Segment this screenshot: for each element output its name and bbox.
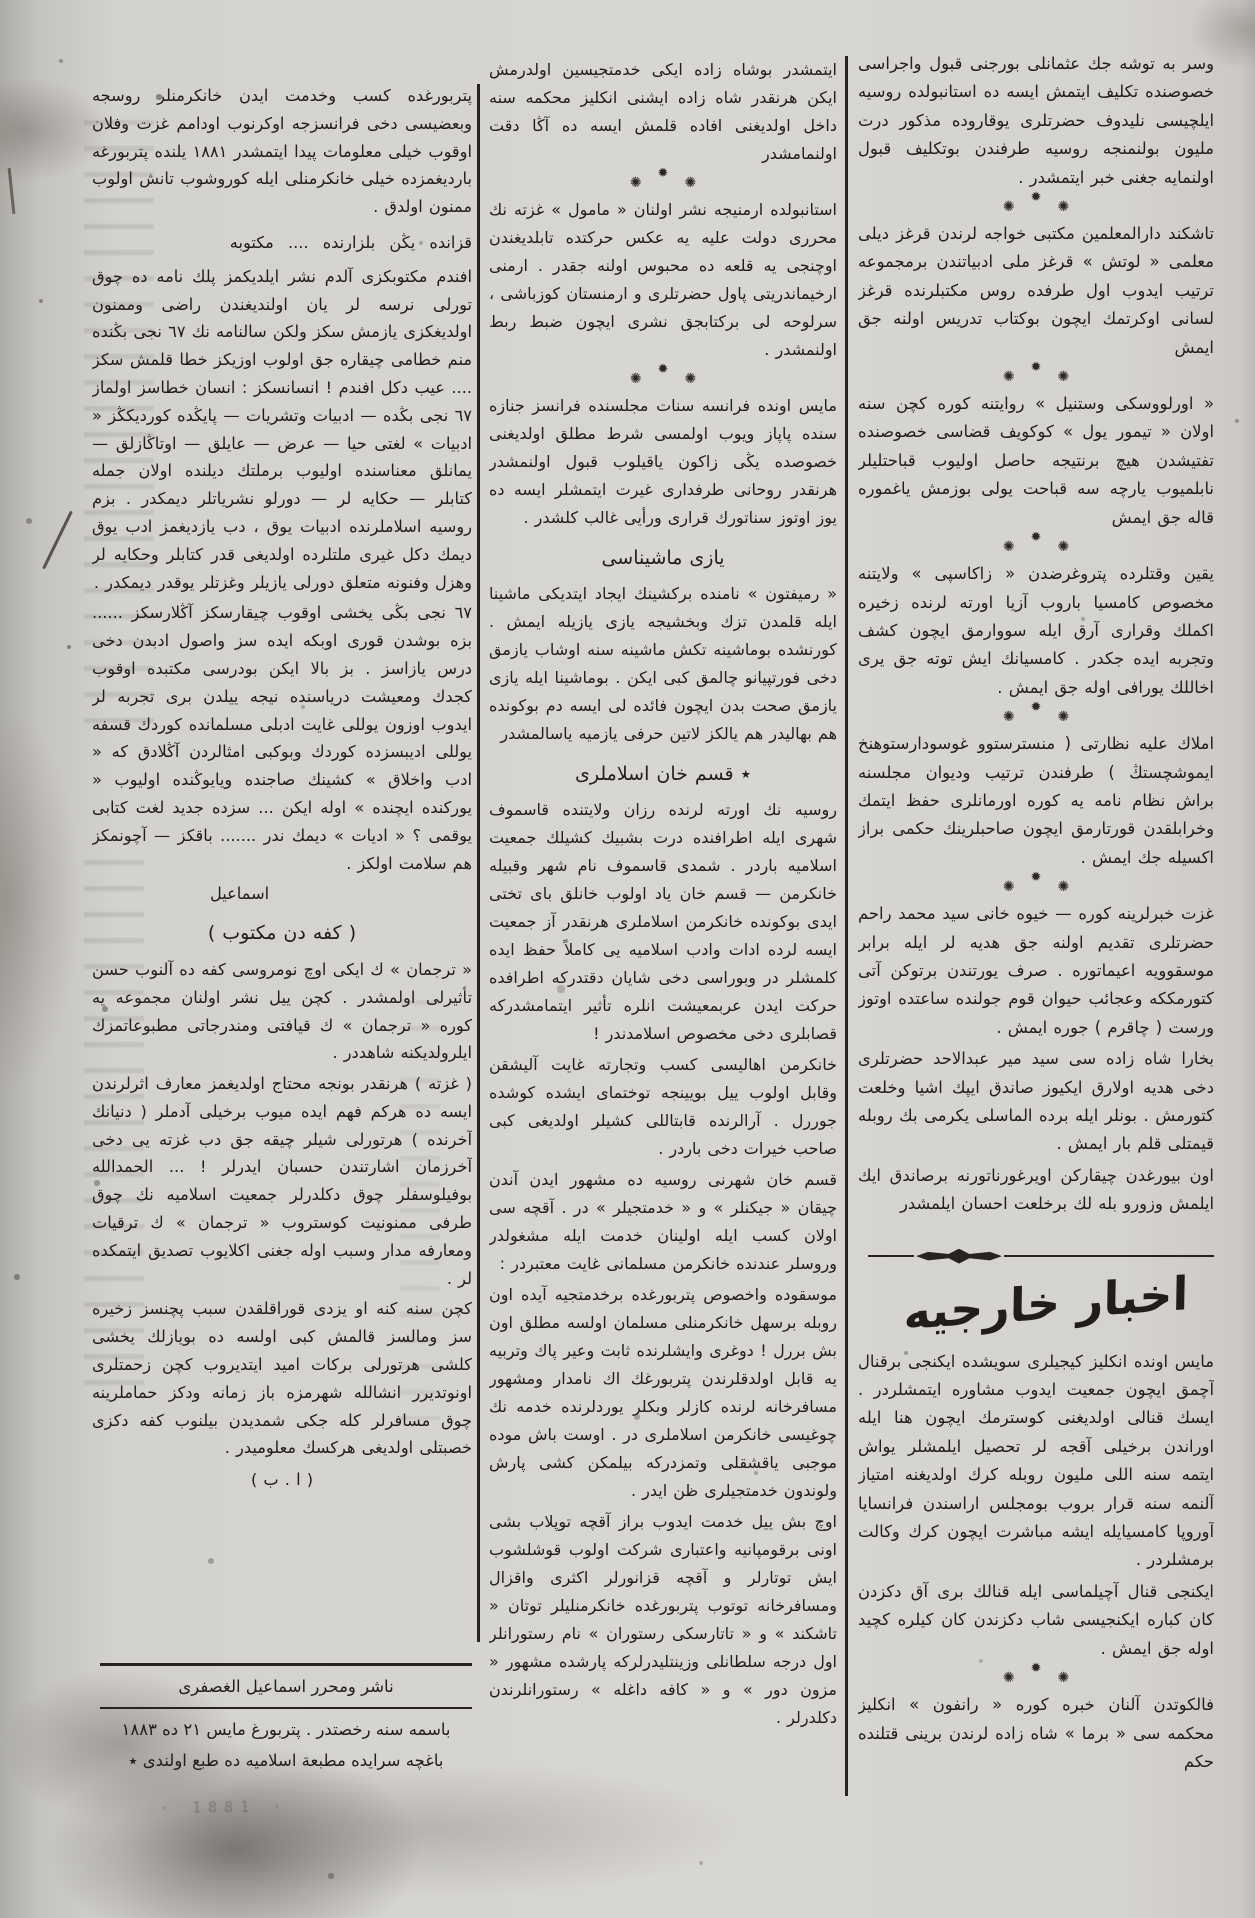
- paragraph: مايس اونده فرانسه سنات مجلسنده فرانسز جنازه سنده پاپاز ويوب اولمسى شرط مطلق اولديغنى خصوصده يڭى زاكون ياقيلوب قبول اولنمشدر هرنقدر روحانى طرفدارى غيرت ايتمشلر ايسه ده يوز اوتوز سناتورك قرارى ورأيى غالب كلشدر .: [489, 396, 837, 527]
- paragraph: تاشكند دارالمعلمين مكتبى خواجه لرندن قرغز ديلى معلمى « لوتش » قرغز ملى ادبياتندن برمجموعه ترتيب ايدوب اول طرفده روس مكتبلرنده قرغز لسانى اوكرتمك ايچون بوكتاب تدريس اولنه جق ايمش: [858, 224, 1214, 357]
- paragraph: « اورلووسكى وستنيل » روايتنه كوره كچن سنه اولان « تيمور يول » كوكويف قضاسى خصوصنده تفتيشدن هيچ برنتيجه حاصل اوليوب قباحتليلر نابلميوب يارچه سه قباحت يولى بوزمش ياغموره قاله جق ايمش: [858, 394, 1214, 527]
- section-separator: [489, 362, 837, 387]
- section-separator: [858, 530, 1214, 556]
- section-heading: يازى ماشيناسى: [601, 547, 725, 569]
- centered-line: باسمه سنه رخصتدر . پتربورغ مايس ٢١ ده ١٨٨٣: [121, 1720, 451, 1739]
- paragraph: كچن سنه كنه او يزدى قوراقلقدن سبب پچنسز زخيره سز ومالسز قالمش كبى اولسه ده بويازلك يخشى كلشى هرتورلى بركات اميد ايتديروب كچن زحمتلرى اونوتديرر انشالله شهرمزه باز زمانه ودكز حماملرينه چوق مسافرلر كله جكى شمديدن بيلنوب كفه دكزى خصبتلى اولديغى هركسك معلوميدر .: [92, 1299, 472, 1458]
- reply-heading: قزانده يڭن بلزارنده .... مكتوبه: [229, 232, 472, 252]
- paragraph: ( غزته ) هرنقدر بونجه محتاج اولديغمز معارف اثرلرندن ايسه ده هركم فهم ايده ميوب برخيلى آدملر ( دنيانك آخرنده ) هرتورلى شيلر چيقه جق دب غزته يى دخى آخرزمان اشارتندن حسبان ايدرلر ! ... الحمدالله بوفيلوسفلر چوق دكلدرلر جمعيت اسلاميه نك چوق طرفى ممنونيت كوستروب « ترجمان » ك ترقيات ومعارفه مدار وسبب اوله جغنى اكلايوب تصديق ايتمكده لر .: [92, 1074, 472, 1288]
- rosette-icon: ✺: [1002, 879, 1015, 896]
- colophon: [100, 1656, 472, 1778]
- rosette-icon: ✹: [1030, 530, 1042, 546]
- section-separator: [858, 360, 1214, 386]
- rosette-icon: ✺: [1002, 1670, 1015, 1687]
- rosette-icon: ✺: [1057, 539, 1070, 556]
- paragraph: روسيه نك اورته لرنده رزان ولايتنده قاسموف شهرى ايله اطرافنده درت بشبيك كشيلك جمعيت اسلاميه باردر . شمدى قاسموف نام شهر وقبيله خانكرمن — قسم خان ياد اولوب خانلق باى تختى ايدى بوكونده خانكرمن اسلاملرى هرنقدر آز جمعيت ايسه لرده ادات وادب اسلاميه يى كاملاً حفظ ايده كلمشلر در وبوراسى دخى شايان دقتدركه اطرافده حركت ايدن عربمعيشت انلره تأثير ايتمامشدركه قصابلرى دخى مخصوص اسلامدندر !: [489, 800, 837, 1043]
- paragraph: اون بيورغدن چيقاركن اويرغورناتورنه برصاندق ايك ايلمش وزورو بله لك برخلعت احسان ايلمشدر: [858, 1165, 1214, 1214]
- rosette-icon: ✺: [684, 175, 697, 191]
- rosette-icon: ✹: [657, 166, 669, 181]
- rosette-icon: ✺: [629, 371, 642, 387]
- rosette-icon: ✺: [1057, 369, 1070, 386]
- section-separator: [858, 700, 1214, 726]
- rosette-icon: ✹: [1030, 360, 1042, 376]
- rosette-icon: ✺: [1057, 199, 1070, 216]
- paragraph: استانبولده ارمنيجه نشر اولنان « مامول » غزته نك محررى دولت عليه يه عكس حركتده تابلديغندن اوچنجى يه قلعه ده محبوس اولنه جقدر . ارمنى ارخيماندريتى پاول حضرتلرى و ارمنستان كوزباشى ، سرلوحه لى بركتابجق نشرى ايچون ضبط ربط اولنمشدر .: [489, 200, 837, 359]
- rosette-icon: ✹: [1030, 870, 1042, 886]
- paragraph: اوچ بش ييل خدمت ايدوب براز آقچه توپلاب بشى اونى برقومپانيه واعتبارى شركت اولوب قوشلشوب ايش توتارلر و آقچه قزانورلر اكثرى واقزال ومسافرخانه توتوب پتربورغده خانكرمنليلر توتان « تاشكند » و « تاتارسكى رستوران » نام رستورانلر اول درجه سلطانلى وزينتليدرلركه پارشده مشهور « مزون دور » و « كافه داغله » رستورانلرندن دكلدرلر .: [489, 1512, 837, 1727]
- column-right: [858, 50, 1214, 1802]
- rule-divider: [100, 1663, 472, 1666]
- paragraph: موسقوده واخصوص پتربورغده برخدمتجيه آيده اون روبله برسهل خانكرمنلى مسلمان اولسه مطلق اون بش بررل ! دوغرى وايشلرنده ثابت وعير پاك وتربيه يه قابل اولدقلرندن پتربورغك اك نامدار ومشهور مسافرخانه لرنده كازلر وبكلر يوردلرنده خدمه نك چوغيسى خانكرمن اسلاملرى در . اوست باش موده موجبى ياقشقلى وتمزدركه بيلمكن كشى پارش ولوندون خدمتجيلرى ظن ايدر .: [489, 1285, 837, 1500]
- column-rule-right: [845, 56, 848, 1796]
- paragraph: ٦٧ نجى بڭى يخشى اوقوب چيقارسكز آڭلارسكز ...... بزه بوشدن قورى اوبكه ايده سز واصول ادبدن دخى درس يازاسز . بز بالا ايكن بودرسى مكتبده اوقوب كجدك ومعيشت درياسنده نيجه ييلدن برى تجربه لر ايدوب اوزون يوللى غايت ادبلى مسلمانده كوردك قسفه يوللى اديبسزده كوردك وبوكبى امثالردن آڭلادق كه « ادب واخلاق » كشينك صاجنده ويايوڭنده اوليوب « يوركنده ايچنده » اوله ايكن ... سزده جديد لغت كتابى يوقمى ؟ « اديات » ديمك ندر ....... باقكز — آچونمكز هم سلامت اولكز .: [92, 603, 472, 873]
- centered-line: ( ا . ب ): [250, 1470, 314, 1490]
- rosette-icon: ✺: [1002, 709, 1015, 726]
- paragraph: فالكوتدن آلنان خبره كوره « رانفون » انكليز محكمه سى « برما » شاه زاده لرندن برينى قتلنده حكم: [858, 1695, 1214, 1771]
- paragraph: ايتمشدر بوشاه زاده ايكى خدمتجيسين اولدرمش ايكن هرنقدر شاه زاده ايشنى انكليز محكمه سنه داخل اولديغنى افاده قلمش ايسه ده آڭا دقت اولنمامشدر: [489, 60, 837, 163]
- section-separator: [858, 1661, 1214, 1687]
- centered-line: ناشر ومحرر اسماعيل الغصفرى: [178, 1676, 394, 1696]
- rosette-icon: ✺: [1002, 369, 1015, 386]
- rule-divider: [100, 1707, 472, 1710]
- paragraph: املاك عليه نظارتى ( منسترستوو غوسودارستوهنخ ايموشچستڭ ) طرفندن ترتيب وديوان مجلسنه براش نظام نامه يه كوره اورمانلرى حفظ ايتمك وخرابلقدن قورتارمق ايچون صاحبلرينك حكمى براز اكسيله جك ايمش .: [858, 734, 1214, 867]
- rosette-icon: ✺: [684, 371, 697, 387]
- centered-line: باغچه سرايده مطبعة اسلاميه ده طبع اولندى ٭: [128, 1751, 444, 1770]
- paper-specks: [0, 0, 2, 2]
- paragraph: مايس اونده انكليز كيجيلرى سويشده ايكنجى برقنال آچمق ايچون جمعيت ايدوب مشاوره ايتمشلردر . ايسك قنالى اولديغنى كوسترمك ايچون هنا ايله اوراندن برخيلى آقجه لر تحصيل ايلمشلر يواش ايتمه سنه اللى مليون روبله كرك اولديغنه امتياز آلنمه سنه قرار بروب بومجلس اراسندن فرانسايا آوروپا كامسيايله ايشه مباشرت ايچون كرك وكالت برمشلردر .: [858, 1351, 1214, 1570]
- rosette-icon: ✹: [1030, 1661, 1042, 1677]
- section-heading: ٭ قسم خان اسلاملرى: [575, 763, 751, 785]
- ornament-line: [1004, 1255, 1214, 1258]
- signature: اسماعيل: [210, 884, 270, 904]
- rosette-icon: ✹: [1030, 700, 1042, 716]
- ornament-divider: [868, 1249, 1214, 1264]
- column-left: [92, 82, 472, 1658]
- paragraph: غزت خبرلرينه كوره — خيوه خانى سيد محمد راحم حضرتلرى تقديم اولنه جق هديه لر ايله برابر موسقوويه اعيماتوره . صرف يورتندن برتوكن آتى كتورمككه وعجائب حيوان قوم جولنده ساعتده اوتوز ورست ( چاقرم ) جوره ايمش .: [858, 904, 1214, 1037]
- paragraph: يقين وقتلرده پتروغرضدن « زاكاسپى » ولايتنه مخصوص كامسيا باروب آزيا اورته لرنده زخيره اكملك وقرارى آرق ايله سووارمق ايچون كشف وتجربه ايده جكدر . كامسيانك ايش توته جق يرى اخاللك يورافى اوله جق ايمش .: [858, 564, 1214, 697]
- faint-stamp: · 1881 ·: [159, 1797, 289, 1817]
- rosette-icon: ✺: [1057, 709, 1070, 726]
- rosette-icon: ✺: [629, 175, 642, 191]
- rosette-icon: ✺: [1057, 879, 1070, 896]
- rosette-icon: ✹: [1030, 190, 1042, 206]
- column-rule-left: [477, 84, 480, 1642]
- paragraph: « رميفتون » نامنده بركشينك ايجاد ايتديكى ماشينا ايله قلمدن تزك وبخشيجه يازى يازيله ايمش . كورنشده بوماشينه تكش ماشينه سنه اوشاب يازمق دخى فورتپيانو چالمق كبى ايكن . بوماشينا ايله يازى يازمق صحت بدن ايچون فائده لى ايسه دم بوكونده هم بهاليدر هم يالكز لاتين حرفى يازميه ياسالمشدر: [489, 584, 837, 743]
- foreign-news-heading: اخبار خارجيه: [903, 1265, 1189, 1340]
- section-separator: [489, 166, 837, 191]
- rosette-icon: ✹: [657, 362, 669, 377]
- paragraph: افندم مكتوبكزى آلدم نشر ايلديكمز پلك نامه ده چوق تورلى نرسه لر يان اولنديغندن راضى وممنون اولديغكزى يازمش سكز ولكن سالنامه نك ٦٧ نجى بڭنده منم خطامى چيقاره جق اولوب اوزيكز خطا قلمش سكز .... عيب دكل افندم ! انسانسكز : انسان خطاسز اولماز ٦٧ نجى بڭده — ادبيات وتشريات — پايڭده كورديكڭز « ادبيات » لغتى حيا — عرض — عايلق — اوتاڭازلق — يمانلق معناسنده اوليوب برملتك ديلنده اولان جمله كتابلر — حكايه لر — دورلو نشرياتلر ديمكدر . بزم روسيه اسلاملرنده ادبيات يوق ، دب يازديغمز ادب يوق ديمك دكل غيرى ملتلرده اولديغى قدر كتابلر وحكايه لر وهزل وفنونه متعلق دورلى يازيلر وغزتلر يوقدر ديمكدر .: [92, 266, 472, 592]
- paragraph: بخارا شاه زاده سى سيد مير عبدالاحد حضرتلرى دخى هديه اولارق ايكيوز صاندق ايپك اشيا وخلعت كتورمش . بونلر ايله برده الماسلى يكرمى بك روبله قيمتلى قلم بار ايمش .: [858, 1049, 1214, 1154]
- section-heading: ( كفه دن مكتوب ): [207, 922, 357, 945]
- rosette-icon: ✺: [1057, 1670, 1070, 1687]
- ornament-line: [868, 1255, 914, 1258]
- section-separator: [858, 190, 1214, 216]
- paragraph: خانكرمن اهاليسى كسب وتجارته غايت آليشقن وقابل اولوب ييل بويينجه توختماى ايشده كوشده جوررل . آرالرنده قابتاللى كشيلر اولديغى كبى صاحب خيرات دخى باردر .: [489, 1055, 837, 1158]
- paragraph: قسم خان شهرنى روسيه ده مشهور ايدن آندن چيقان « جيكنلر » و « خدمتجيلر » در . آقچه سى اولان كسب ايله اولينان خدمت ايله مشغولدر وروسلر عندنده خانكرمن مسلمانى غايت معتبردر :: [489, 1170, 837, 1273]
- paragraph: وسر به توشه جك عثمانلى بورجنى قبول واجراسى خصوصنده تكليف ايتمش ايسه ده استانبولده روسيه ايلچيسى نليدوف حضرتلرى يوقاروده مذكور درت مليون بولنمنجه روسيه طرفندن بوتكليف قبول اولنمايه جغنى خبر ايتمشدر .: [858, 54, 1214, 187]
- paragraph: پتربورغده كسب وخدمت ايدن خانكرمنلر روسجه وبعضيسى دخى فرانسزجه اوكرنوب اودامم غزت وفلان اوقوب خيلى معلومات پيدا ايتمشدر ١٨٨١ يلنده پتربورغه بارديغمزده خيلى خانكرمنلى ايله كوروشوب تانش اولوب ممنون اولدق .: [92, 86, 472, 217]
- ornament-gem-icon: [916, 1249, 1002, 1264]
- paragraph: ايكنجى قنال آچيلماسى ايله قنالك برى آق دكزدن كان كباره ايكنجيسى شاب دكزندن كان كيلره كچيد اوله جق ايمش .: [858, 1581, 1214, 1658]
- section-separator: [858, 870, 1214, 896]
- paragraph: « ترجمان » ك ايكى اوچ نومروسى كفه ده آلنوب حسن تأثيرلى اولمشدر . كچن ييل نشر اولنان مجموعه يه كوره « ترجمان » ك قيافتى ومندرجاتى مطبوعاتمزك ايلرولديكنه شاهددر .: [92, 959, 472, 1063]
- rosette-icon: ✺: [1002, 539, 1015, 556]
- column-middle: [489, 56, 837, 1801]
- rosette-icon: ✺: [1002, 199, 1015, 216]
